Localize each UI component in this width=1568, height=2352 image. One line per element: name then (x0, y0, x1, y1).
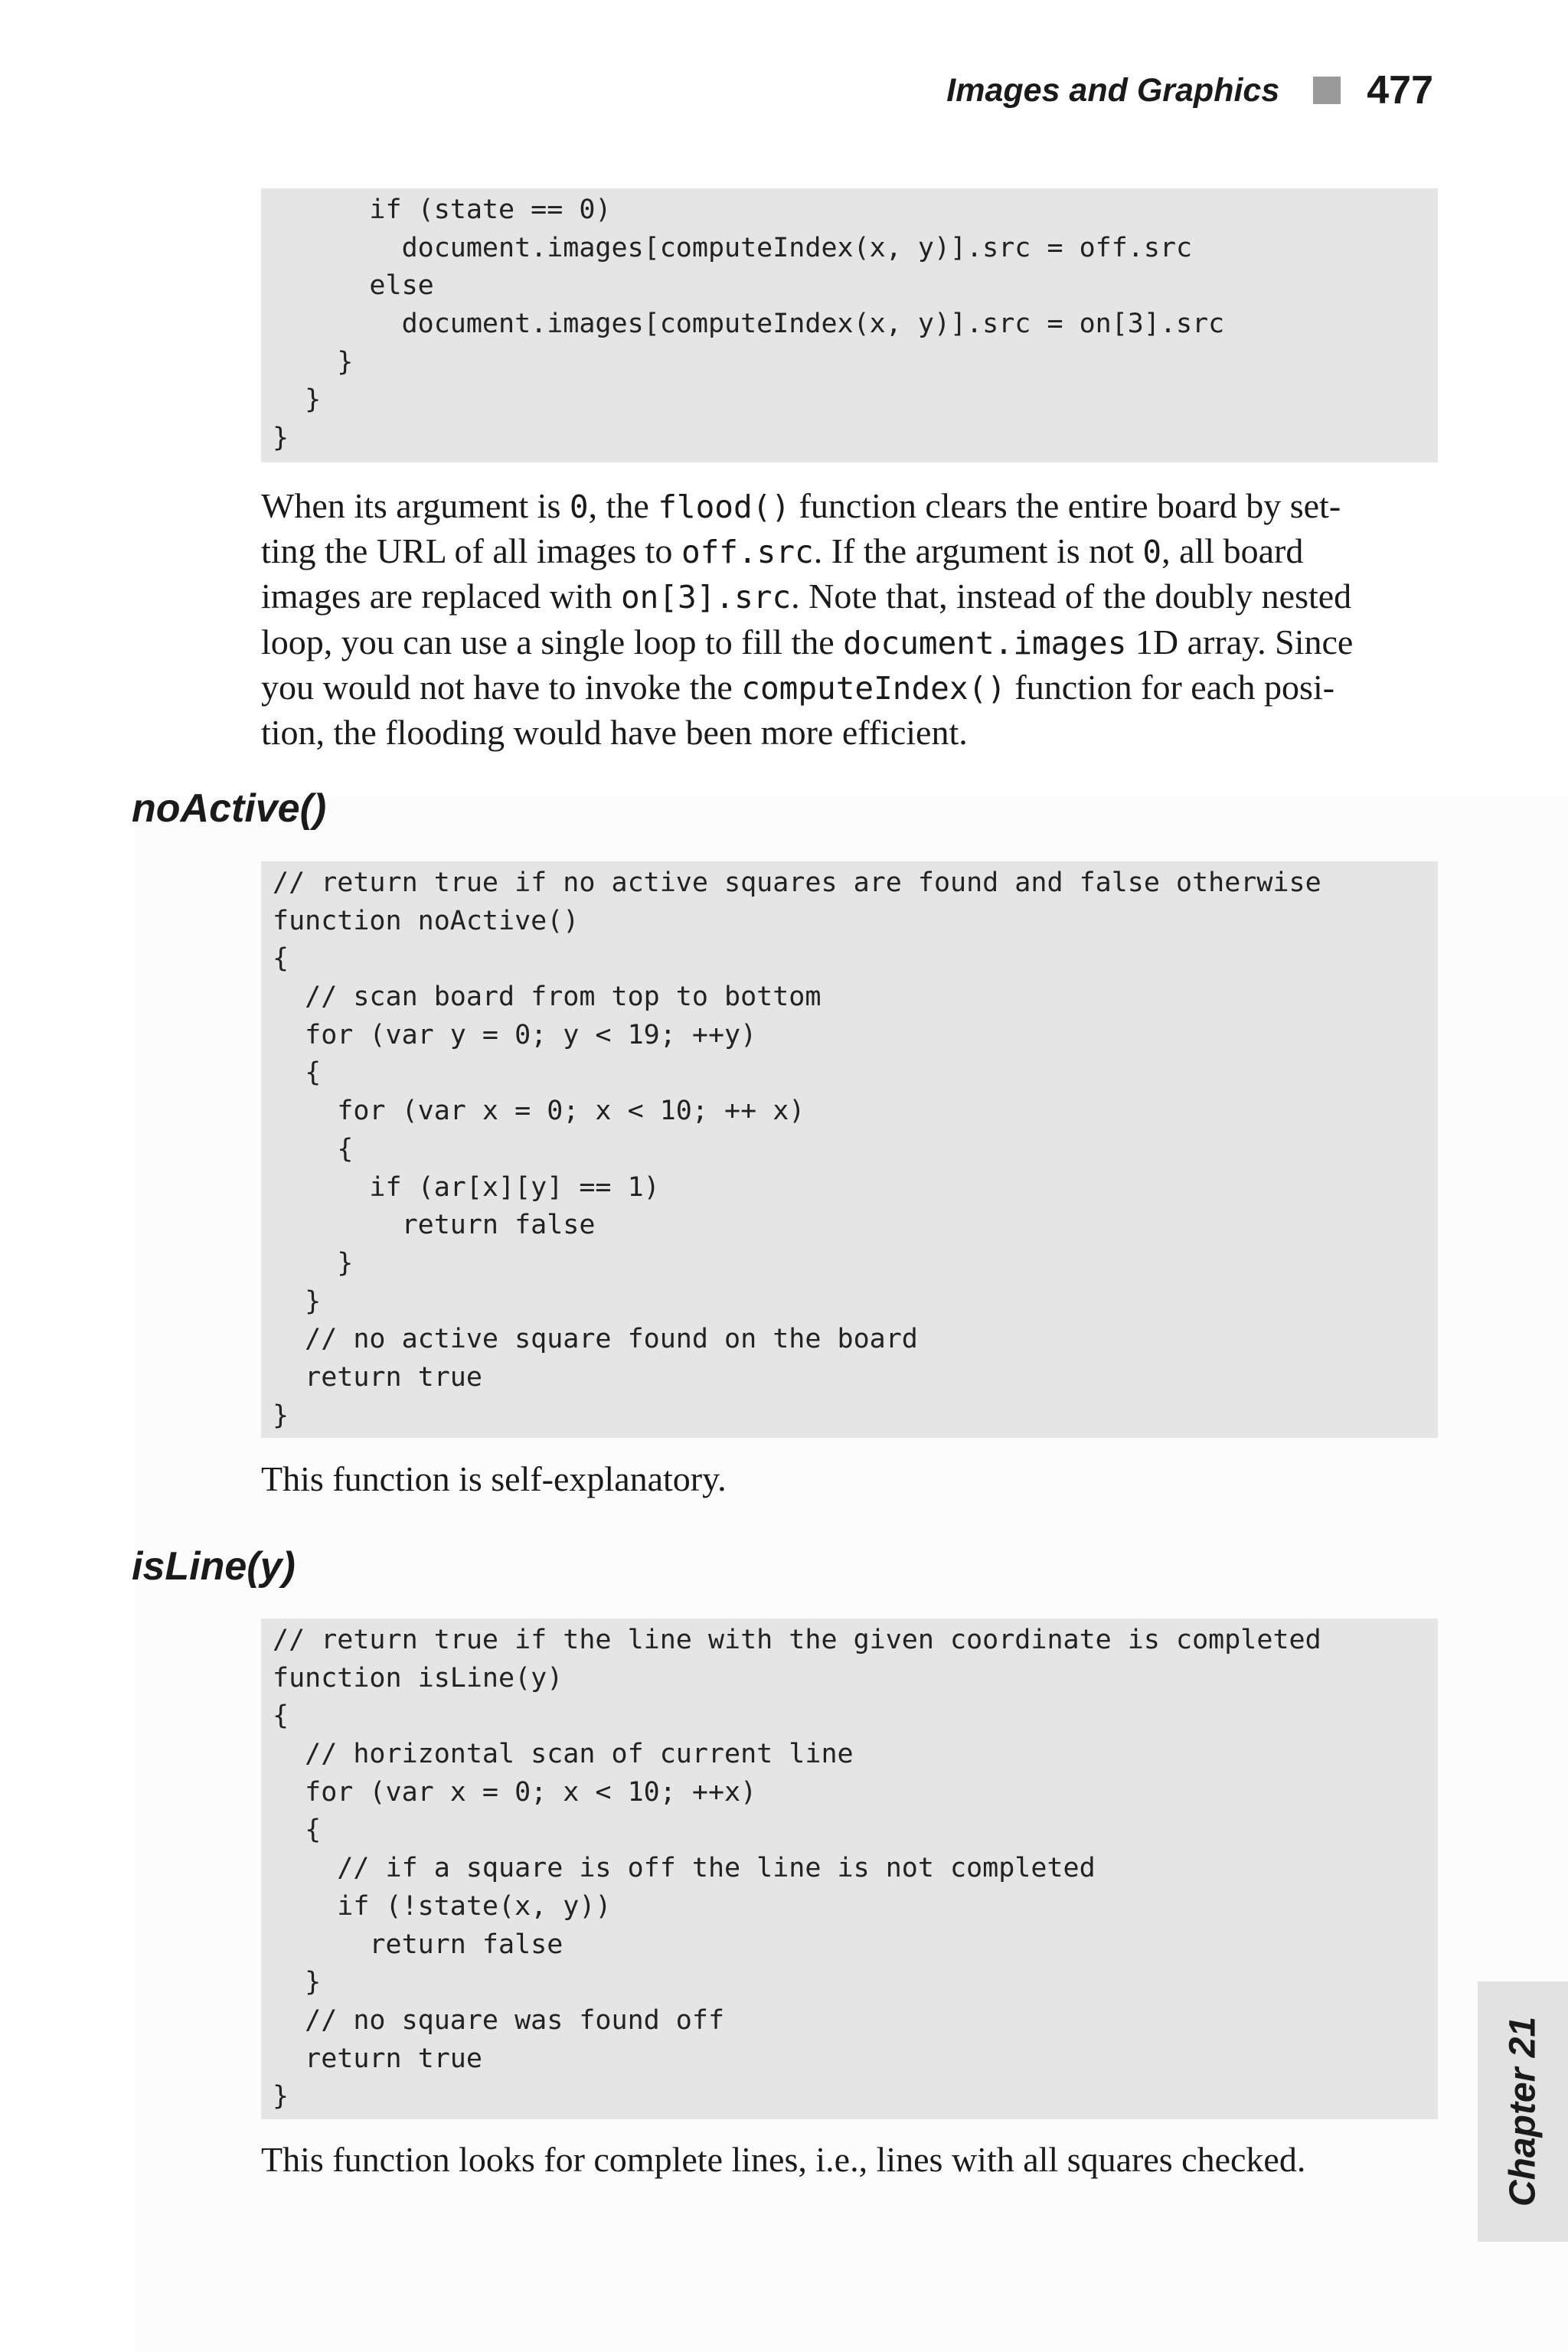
code-line: // scan board from top to bottom (273, 982, 822, 1013)
code-line: } (273, 423, 289, 454)
code-line: if (!state(x, y)) (273, 1890, 612, 1922)
paragraph-text: . If the argument is not (813, 531, 1143, 571)
paragraph-text: images are replaced with (261, 577, 621, 616)
code-line: { (273, 1700, 289, 1732)
code-line: return false (273, 1210, 596, 1241)
code-line: } (273, 346, 354, 377)
paragraph-text: function clears the entire board by set- (790, 486, 1341, 525)
paragraph-text: you would not have to invoke the (261, 667, 742, 707)
code-line: function isLine(y) (273, 1662, 564, 1694)
code-block-isline (261, 1619, 1438, 2119)
code-line: { (273, 1133, 354, 1165)
code-line: // if a square is off the line is not completed (273, 1853, 1096, 1884)
inline-code: 0 (1142, 534, 1162, 571)
code-line: } (273, 1967, 322, 1998)
paragraph-text: , the (588, 486, 658, 525)
code-block-noactive (261, 861, 1438, 1438)
code-line: function noActive() (273, 905, 580, 936)
code-line: // no square was found off (273, 2004, 725, 2036)
paragraph-text: , all board (1161, 531, 1304, 571)
running-title: Images and Graphics (946, 71, 1280, 109)
code-line: { (273, 1815, 322, 1846)
inline-code: on[3].src (621, 579, 792, 616)
code-block-flood-end (261, 188, 1438, 462)
section-heading-noactive: noActive() (132, 786, 327, 831)
code-line: } (273, 2081, 289, 2112)
code-line: if (state == 0) (273, 194, 612, 225)
page-number: 477 (1367, 68, 1433, 113)
code-line: // return true if the line with the given coordinate is completed (273, 1625, 1321, 1655)
section-heading-isline: isLine(y) (132, 1544, 296, 1589)
code-line: return true (273, 1361, 482, 1393)
code-line: } (273, 1285, 322, 1317)
paragraph-flood-explanation (261, 484, 1440, 754)
code-line: { (273, 1057, 322, 1089)
code-line: for (var x = 0; x < 10; ++x) (273, 1776, 757, 1808)
code-line: document.images[computeIndex(x, y)].src = off.src (273, 232, 1193, 263)
code-line: // horizontal scan of current line (273, 1739, 854, 1770)
paragraph-text: . Note that, instead of the doubly nested (791, 577, 1352, 616)
paragraph-text: When its argument is (261, 486, 570, 525)
inline-code: off.src (681, 534, 814, 571)
code-line: else (273, 270, 434, 302)
code-line: return true (273, 2043, 482, 2074)
paragraph-text: ting the URL of all images to (261, 531, 681, 571)
code-line: return false (273, 1929, 564, 1960)
running-header (946, 67, 1433, 113)
code-line: } (273, 1400, 289, 1431)
inline-code: flood() (658, 488, 791, 525)
paragraph-text: 1D array. Since (1126, 622, 1354, 662)
code-line: } (273, 384, 322, 416)
code-line: for (var y = 0; y < 19; ++y) (273, 1019, 757, 1050)
code-line: for (var x = 0; x < 10; ++ x) (273, 1096, 805, 1127)
inline-code: computeIndex() (741, 669, 1006, 707)
header-square-ornament (1313, 77, 1341, 104)
code-line: { (273, 943, 289, 975)
inline-code: 0 (569, 488, 589, 525)
code-line: document.images[computeIndex(x, y)].src = on[3].src (273, 309, 1225, 340)
paragraph-noactive-explanation: This function is self-explanatory. (261, 1459, 727, 1498)
paragraph-isline-explanation: This function looks for complete lines, i.e., lines with all squares checked. (261, 2140, 1306, 2179)
paragraph-text: loop, you can use a single loop to fill the (261, 622, 844, 662)
code-line: // no active square found on the board (273, 1324, 918, 1355)
chapter-label: Chapter 21 (1502, 2016, 1544, 2207)
code-line: } (273, 1247, 354, 1279)
code-line: // return true if no active squares are found and false otherwise (273, 867, 1321, 898)
code-line: if (ar[x][y] == 1) (273, 1171, 660, 1203)
chapter-thumb-tab (1478, 1981, 1568, 2242)
inline-code: document.images (843, 624, 1127, 662)
paragraph-text: function for each posi- (1005, 667, 1335, 707)
paragraph-text: tion, the flooding would have been more efficient. (261, 713, 968, 753)
